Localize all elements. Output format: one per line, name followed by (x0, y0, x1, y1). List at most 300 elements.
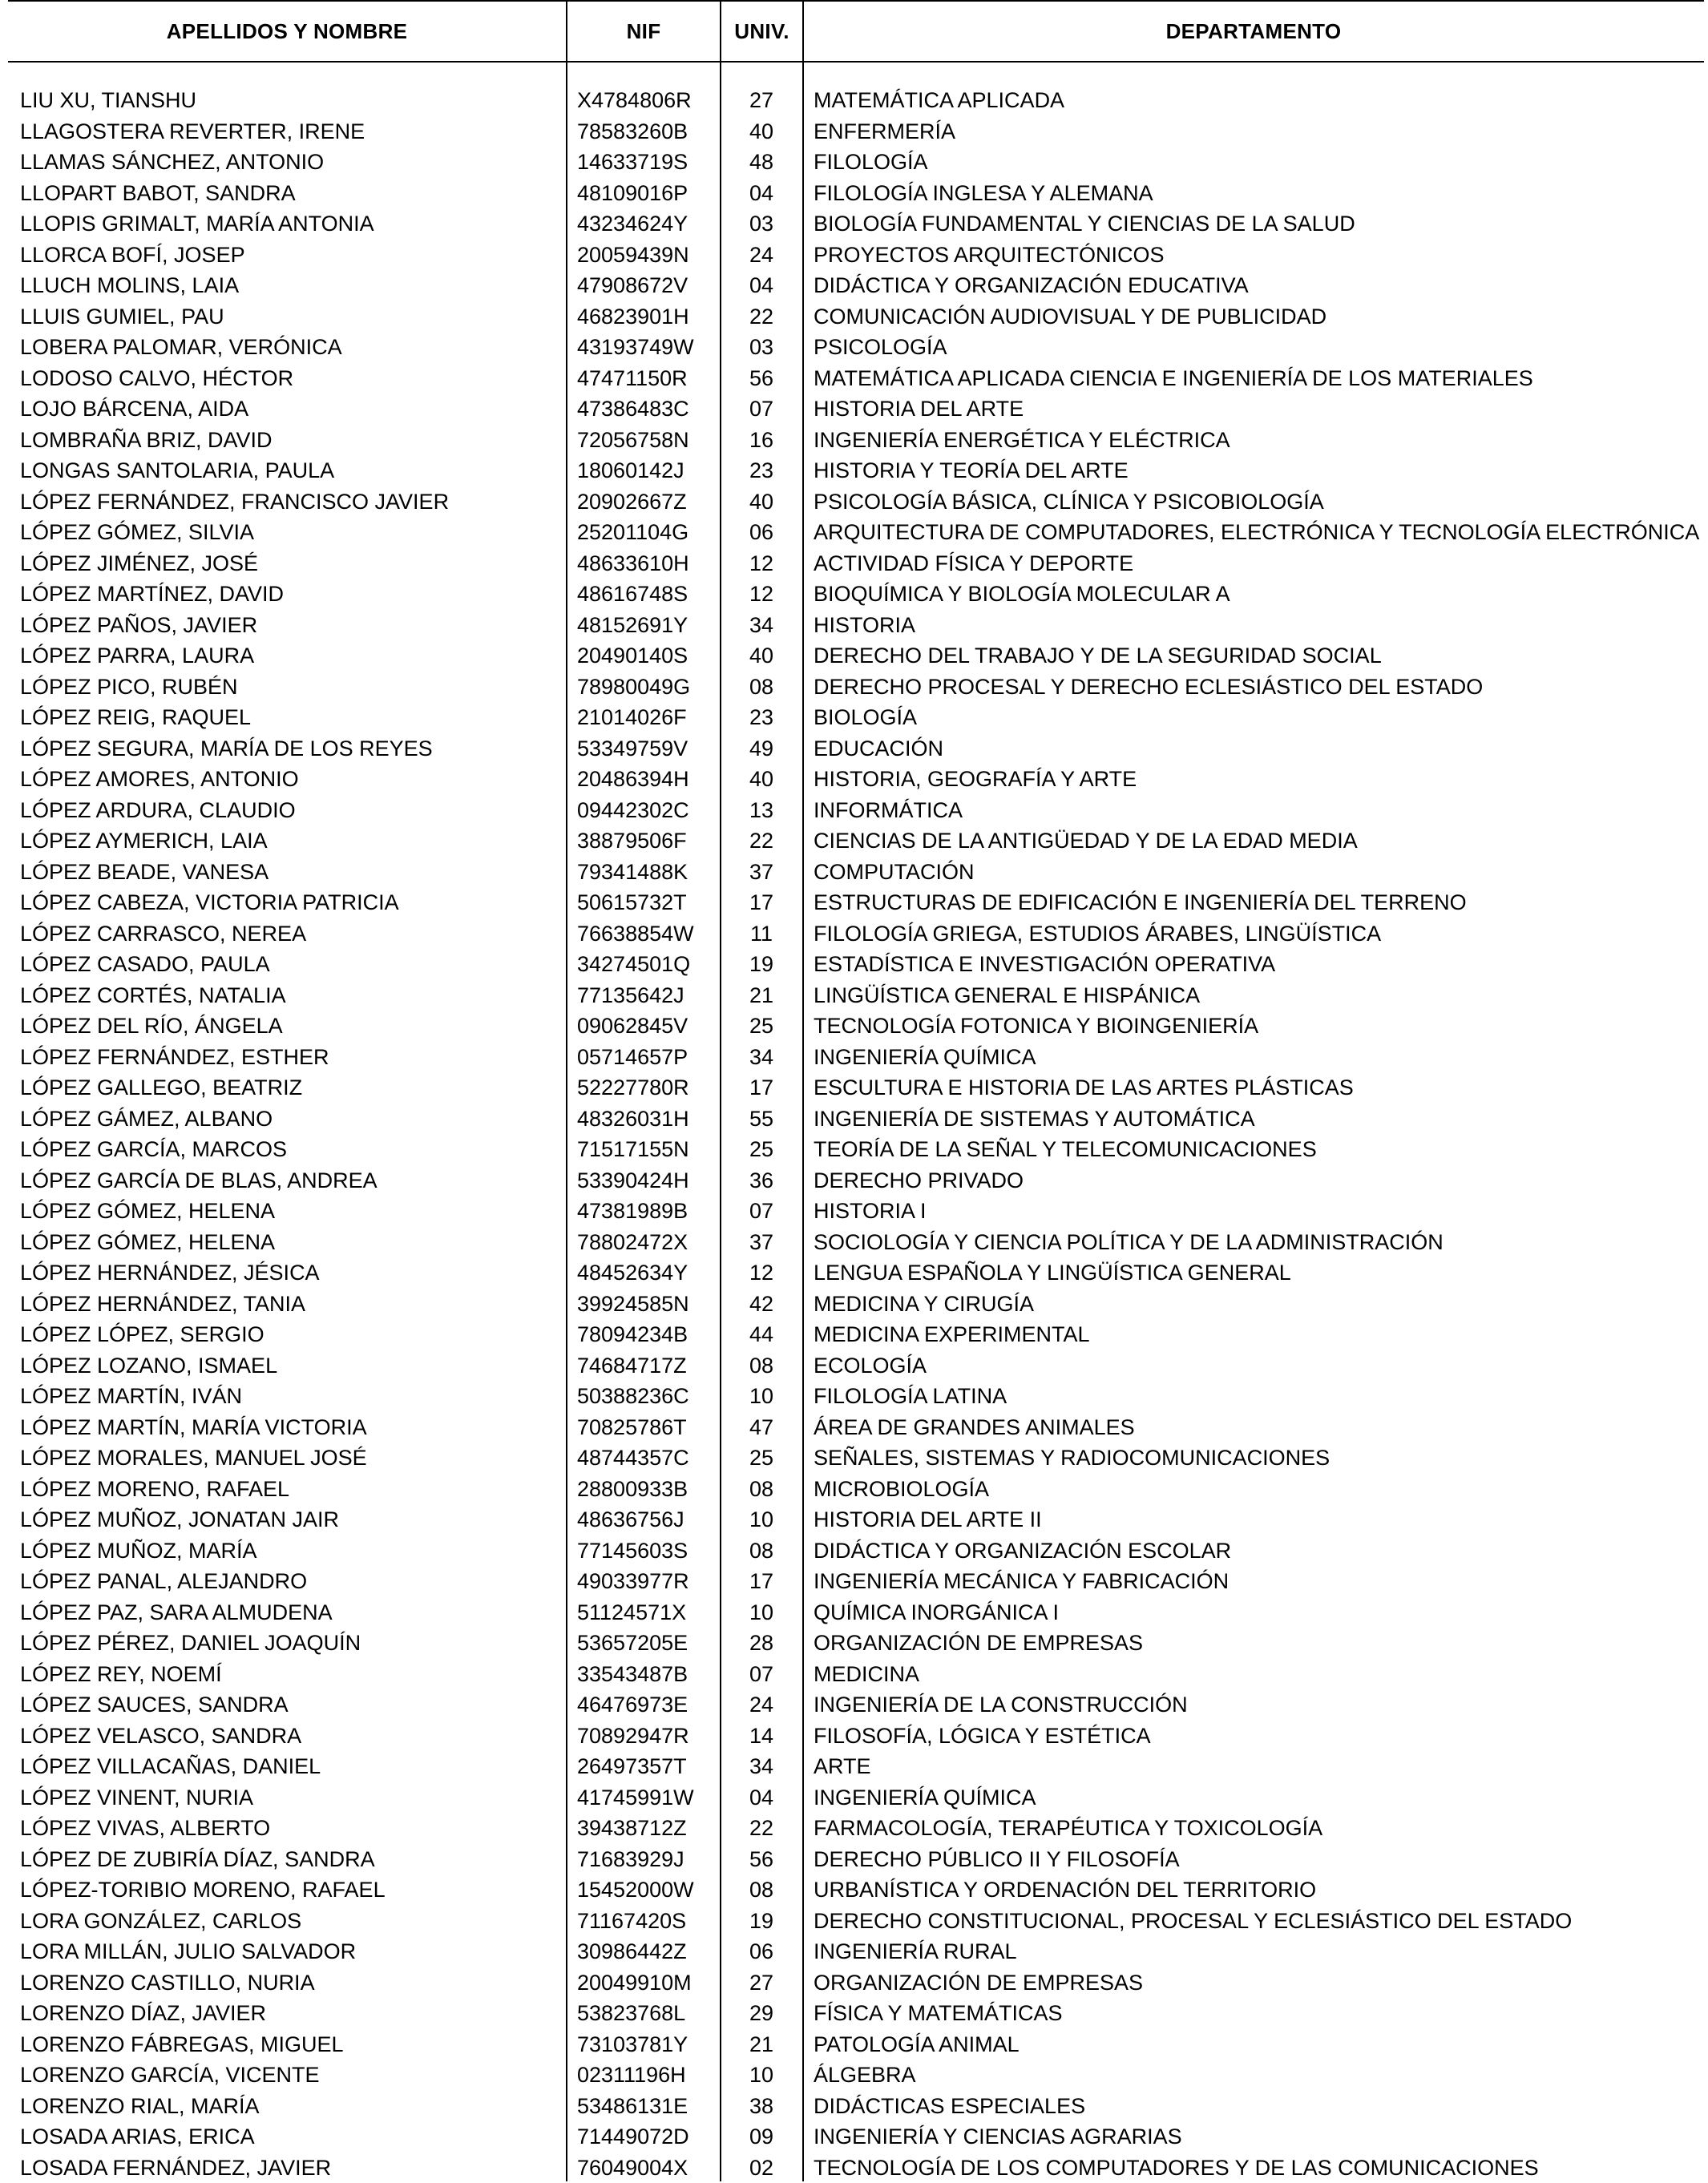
univ-cell: 38 (721, 2091, 802, 2122)
table-row (0, 1289, 1708, 1320)
nif-cell: 34274501Q (577, 949, 713, 980)
department-cell: INGENIERÍA DE SISTEMAS Y AUTOMÁTICA (814, 1104, 1703, 1135)
name-cell: LÓPEZ CORTÉS, NATALIA (20, 980, 565, 1011)
department-cell: INFORMÁTICA (814, 795, 1703, 826)
nif-cell: 71517155N (577, 1134, 713, 1165)
department-cell: LINGÜÍSTICA GENERAL E HISPÁNICA (814, 980, 1703, 1011)
name-cell: LIU XU, TIANSHU (20, 85, 565, 116)
name-cell: LOSADA FERNÁNDEZ, JAVIER (20, 2153, 565, 2183)
univ-cell: 21 (721, 980, 802, 1011)
name-cell: LÓPEZ VELASCO, SANDRA (20, 1721, 565, 1752)
univ-cell: 08 (721, 1535, 802, 1567)
nif-cell: 74684717Z (577, 1350, 713, 1382)
department-cell: ORGANIZACIÓN DE EMPRESAS (814, 1628, 1703, 1659)
nif-cell: 09442302C (577, 795, 713, 826)
table-row (0, 548, 1708, 579)
univ-cell: 10 (721, 1597, 802, 1628)
table-row (0, 425, 1708, 456)
univ-cell: 21 (721, 2029, 802, 2060)
univ-cell: 08 (721, 1350, 802, 1382)
name-cell: LÓPEZ VINENT, NURIA (20, 1782, 565, 1814)
name-cell: LÓPEZ GARCÍA DE BLAS, ANDREA (20, 1165, 565, 1196)
univ-cell: 28 (721, 1628, 802, 1659)
univ-cell: 25 (721, 1134, 802, 1165)
name-cell: LÓPEZ BEADE, VANESA (20, 857, 565, 888)
table-row (0, 733, 1708, 765)
nif-cell: 53390424H (577, 1165, 713, 1196)
table-row (0, 640, 1708, 672)
univ-cell: 08 (721, 672, 802, 703)
univ-cell: 29 (721, 1998, 802, 2029)
nif-cell: 48616748S (577, 579, 713, 610)
department-cell: MATEMÁTICA APLICADA (814, 85, 1703, 116)
univ-cell: 02 (721, 2153, 802, 2183)
table-row (0, 116, 1708, 147)
name-cell: LÓPEZ HERNÁNDEZ, JÉSICA (20, 1257, 565, 1289)
department-cell: DERECHO PRIVADO (814, 1165, 1703, 1196)
nif-cell: 09062845V (577, 1011, 713, 1042)
department-cell: HISTORIA DEL ARTE (814, 393, 1703, 425)
table-row (0, 1319, 1708, 1350)
table-row (0, 455, 1708, 486)
table-row (0, 1257, 1708, 1289)
table-row (0, 1566, 1708, 1597)
name-cell: LLORCA BOFÍ, JOSEP (20, 240, 565, 271)
table-row (0, 85, 1708, 116)
name-cell: LÓPEZ AYMERICH, LAIA (20, 825, 565, 857)
department-cell: EDUCACIÓN (814, 733, 1703, 765)
table-row (0, 1134, 1708, 1165)
nif-cell: 71449072D (577, 2121, 713, 2153)
department-cell: FILOLOGÍA GRIEGA, ESTUDIOS ÁRABES, LINGÜÍSTICA (814, 918, 1703, 950)
table-row (0, 240, 1708, 271)
univ-cell: 10 (721, 2060, 802, 2091)
univ-cell: 14 (721, 1721, 802, 1752)
nif-cell: 18060142J (577, 455, 713, 486)
name-cell: LÓPEZ PÉREZ, DANIEL JOAQUÍN (20, 1628, 565, 1659)
univ-cell: 07 (721, 1196, 802, 1227)
univ-cell: 04 (721, 1782, 802, 1814)
department-cell: DERECHO CONSTITUCIONAL, PROCESAL Y ECLESIÁSTICO DEL ESTADO (814, 1906, 1703, 1937)
name-cell: LÓPEZ LÓPEZ, SERGIO (20, 1319, 565, 1350)
name-cell: LÓPEZ CARRASCO, NEREA (20, 918, 565, 950)
name-cell: LÓPEZ REIG, RAQUEL (20, 702, 565, 733)
name-cell: LÓPEZ JIMÉNEZ, JOSÉ (20, 548, 565, 579)
table-row (0, 610, 1708, 641)
department-cell: BIOLOGÍA (814, 702, 1703, 733)
univ-cell: 16 (721, 425, 802, 456)
department-cell: PATOLOGÍA ANIMAL (814, 2029, 1703, 2060)
department-cell: LENGUA ESPAÑOLA Y LINGÜÍSTICA GENERAL (814, 1257, 1703, 1289)
table-row (0, 1597, 1708, 1628)
univ-cell: 07 (721, 1659, 802, 1690)
univ-cell: 24 (721, 240, 802, 271)
univ-cell: 49 (721, 733, 802, 765)
nif-cell: 50388236C (577, 1381, 713, 1412)
nif-cell: 79341488K (577, 857, 713, 888)
department-cell: HISTORIA Y TEORÍA DEL ARTE (814, 455, 1703, 486)
univ-cell: 12 (721, 1257, 802, 1289)
table-row (0, 363, 1708, 394)
name-cell: LÓPEZ SEGURA, MARÍA DE LOS REYES (20, 733, 565, 765)
table-row (0, 702, 1708, 733)
table-row (0, 1504, 1708, 1535)
name-cell: LLOPIS GRIMALT, MARÍA ANTONIA (20, 208, 565, 240)
table-body (0, 85, 1708, 2183)
table-row (0, 486, 1708, 518)
name-cell: LÓPEZ PARRA, LAURA (20, 640, 565, 672)
table-row (0, 178, 1708, 209)
name-cell: LÓPEZ LOZANO, ISMAEL (20, 1350, 565, 1382)
department-cell: HISTORIA (814, 610, 1703, 641)
nif-cell: 47908672V (577, 270, 713, 301)
nif-cell: 41745991W (577, 1782, 713, 1814)
department-cell: INGENIERÍA RURAL (814, 1936, 1703, 1967)
univ-cell: 08 (721, 1474, 802, 1505)
name-cell: LONGAS SANTOLARIA, PAULA (20, 455, 565, 486)
name-cell: LÓPEZ GARCÍA, MARCOS (20, 1134, 565, 1165)
univ-cell: 06 (721, 1936, 802, 1967)
department-cell: ECOLOGÍA (814, 1350, 1703, 1382)
nif-cell: 14633719S (577, 147, 713, 178)
table-row (0, 1751, 1708, 1782)
department-cell: DIDÁCTICAS ESPECIALES (814, 2091, 1703, 2122)
name-cell: LÓPEZ MORALES, MANUEL JOSÉ (20, 1443, 565, 1474)
table-row (0, 1844, 1708, 1875)
name-cell: LLUCH MOLINS, LAIA (20, 270, 565, 301)
table-row (0, 270, 1708, 301)
name-cell: LÓPEZ FERNÁNDEZ, FRANCISCO JAVIER (20, 486, 565, 518)
table-row (0, 825, 1708, 857)
nif-cell: 48633610H (577, 548, 713, 579)
univ-cell: 12 (721, 579, 802, 610)
name-cell: LÓPEZ CABEZA, VICTORIA PATRICIA (20, 887, 565, 918)
name-cell: LÓPEZ PANAL, ALEJANDRO (20, 1566, 565, 1597)
name-cell: LORENZO RIAL, MARÍA (20, 2091, 565, 2122)
table-row (0, 1721, 1708, 1752)
table-row (0, 1689, 1708, 1721)
univ-cell: 48 (721, 147, 802, 178)
department-cell: ESTRUCTURAS DE EDIFICACIÓN E INGENIERÍA DEL TERRENO (814, 887, 1703, 918)
table-row (0, 887, 1708, 918)
department-cell: HISTORIA I (814, 1196, 1703, 1227)
nif-cell: 71683929J (577, 1844, 713, 1875)
univ-cell: 19 (721, 1906, 802, 1937)
nif-cell: 48744357C (577, 1443, 713, 1474)
nif-cell: 71167420S (577, 1906, 713, 1937)
univ-cell: 04 (721, 270, 802, 301)
nif-cell: 48452634Y (577, 1257, 713, 1289)
name-cell: LÓPEZ AMORES, ANTONIO (20, 764, 565, 795)
department-cell: DERECHO PÚBLICO II Y FILOSOFÍA (814, 1844, 1703, 1875)
department-cell: ENFERMERÍA (814, 116, 1703, 147)
department-cell: FÍSICA Y MATEMÁTICAS (814, 1998, 1703, 2029)
nif-cell: 28800933B (577, 1474, 713, 1505)
name-cell: LÓPEZ ARDURA, CLAUDIO (20, 795, 565, 826)
department-cell: TECNOLOGÍA DE LOS COMPUTADORES Y DE LAS COMUNICACIONES (814, 2153, 1703, 2183)
department-cell: INGENIERÍA DE LA CONSTRUCCIÓN (814, 1689, 1703, 1721)
univ-cell: 25 (721, 1011, 802, 1042)
univ-cell: 34 (721, 1751, 802, 1782)
column-header-dept: DEPARTAMENTO (804, 0, 1703, 63)
table-row (0, 1813, 1708, 1844)
name-cell: LÓPEZ PAZ, SARA ALMUDENA (20, 1597, 565, 1628)
univ-cell: 40 (721, 640, 802, 672)
name-cell: LÓPEZ MARTÍN, MARÍA VICTORIA (20, 1412, 565, 1443)
department-cell: INGENIERÍA QUÍMICA (814, 1042, 1703, 1073)
nif-cell: 78583260B (577, 116, 713, 147)
department-cell: BIOLOGÍA FUNDAMENTAL Y CIENCIAS DE LA SALUD (814, 208, 1703, 240)
table-row (0, 1967, 1708, 1999)
nif-cell: 78980049G (577, 672, 713, 703)
department-cell: MEDICINA Y CIRUGÍA (814, 1289, 1703, 1320)
department-cell: MICROBIOLOGÍA (814, 1474, 1703, 1505)
univ-cell: 23 (721, 455, 802, 486)
univ-cell: 34 (721, 1042, 802, 1073)
nif-cell: 46476973E (577, 1689, 713, 1721)
name-cell: LÓPEZ-TORIBIO MORENO, RAFAEL (20, 1874, 565, 1906)
univ-cell: 22 (721, 301, 802, 333)
name-cell: LÓPEZ DE ZUBIRÍA DÍAZ, SANDRA (20, 1844, 565, 1875)
nif-cell: 76049004X (577, 2153, 713, 2183)
table-row (0, 949, 1708, 980)
department-cell: INGENIERÍA ENERGÉTICA Y ELÉCTRICA (814, 425, 1703, 456)
univ-cell: 03 (721, 332, 802, 363)
nif-cell: X4784806R (577, 85, 713, 116)
department-cell: ARQUITECTURA DE COMPUTADORES, ELECTRÓNICA Y TECNOLOGÍA ELECTRÓNICA (814, 517, 1703, 548)
univ-cell: 17 (721, 887, 802, 918)
univ-cell: 22 (721, 825, 802, 857)
nif-cell: 38879506F (577, 825, 713, 857)
univ-cell: 25 (721, 1443, 802, 1474)
department-cell: COMUNICACIÓN AUDIOVISUAL Y DE PUBLICIDAD (814, 301, 1703, 333)
table-row (0, 672, 1708, 703)
nif-cell: 77145603S (577, 1535, 713, 1567)
department-cell: INGENIERÍA MECÁNICA Y FABRICACIÓN (814, 1566, 1703, 1597)
univ-cell: 22 (721, 1813, 802, 1844)
department-cell: HISTORIA, GEOGRAFÍA Y ARTE (814, 764, 1703, 795)
name-cell: LORENZO GARCÍA, VICENTE (20, 2060, 565, 2091)
nif-cell: 43234624Y (577, 208, 713, 240)
univ-cell: 04 (721, 178, 802, 209)
table-row (0, 2153, 1708, 2183)
nif-cell: 52227780R (577, 1072, 713, 1104)
nif-cell: 72056758N (577, 425, 713, 456)
nif-cell: 30986442Z (577, 1936, 713, 1967)
department-cell: SEÑALES, SISTEMAS Y RADIOCOMUNICACIONES (814, 1443, 1703, 1474)
univ-cell: 27 (721, 1967, 802, 1999)
table-row (0, 2060, 1708, 2091)
department-cell: FILOSOFÍA, LÓGICA Y ESTÉTICA (814, 1721, 1703, 1752)
department-cell: DIDÁCTICA Y ORGANIZACIÓN ESCOLAR (814, 1535, 1703, 1567)
univ-cell: 40 (721, 116, 802, 147)
univ-cell: 17 (721, 1566, 802, 1597)
table-row (0, 764, 1708, 795)
nif-cell: 21014026F (577, 702, 713, 733)
department-cell: MEDICINA EXPERIMENTAL (814, 1319, 1703, 1350)
table-row (0, 1072, 1708, 1104)
name-cell: LORA GONZÁLEZ, CARLOS (20, 1906, 565, 1937)
name-cell: LLAMAS SÁNCHEZ, ANTONIO (20, 147, 565, 178)
table-row (0, 1104, 1708, 1135)
table-row (0, 393, 1708, 425)
table-row (0, 1412, 1708, 1443)
univ-cell: 08 (721, 1874, 802, 1906)
nif-cell: 48636756J (577, 1504, 713, 1535)
nif-cell: 26497357T (577, 1751, 713, 1782)
table-row (0, 795, 1708, 826)
univ-cell: 37 (721, 857, 802, 888)
univ-cell: 06 (721, 517, 802, 548)
department-cell: CIENCIAS DE LA ANTIGÜEDAD Y DE LA EDAD MEDIA (814, 825, 1703, 857)
department-cell: ORGANIZACIÓN DE EMPRESAS (814, 1967, 1703, 1999)
nif-cell: 47381989B (577, 1196, 713, 1227)
univ-cell: 34 (721, 610, 802, 641)
name-cell: LÓPEZ MARTÍN, IVÁN (20, 1381, 565, 1412)
univ-cell: 10 (721, 1504, 802, 1535)
name-cell: LLAGOSTERA REVERTER, IRENE (20, 116, 565, 147)
table-row (0, 1443, 1708, 1474)
univ-cell: 09 (721, 2121, 802, 2153)
department-cell: FILOLOGÍA INGLESA Y ALEMANA (814, 178, 1703, 209)
nif-cell: 47471150R (577, 363, 713, 394)
table-row (0, 1381, 1708, 1412)
univ-cell: 56 (721, 1844, 802, 1875)
univ-cell: 10 (721, 1381, 802, 1412)
name-cell: LÓPEZ SAUCES, SANDRA (20, 1689, 565, 1721)
nif-cell: 43193749W (577, 332, 713, 363)
name-cell: LÓPEZ VIVAS, ALBERTO (20, 1813, 565, 1844)
column-header-name: APELLIDOS Y NOMBRE (8, 0, 566, 63)
department-cell: SOCIOLOGÍA Y CIENCIA POLÍTICA Y DE LA ADMINISTRACIÓN (814, 1227, 1703, 1258)
name-cell: LÓPEZ FERNÁNDEZ, ESTHER (20, 1042, 565, 1073)
name-cell: LORENZO DÍAZ, JAVIER (20, 1998, 565, 2029)
name-cell: LÓPEZ GÓMEZ, SILVIA (20, 517, 565, 548)
name-cell: LÓPEZ MORENO, RAFAEL (20, 1474, 565, 1505)
department-cell: ESCULTURA E HISTORIA DE LAS ARTES PLÁSTICAS (814, 1072, 1703, 1104)
department-cell: PSICOLOGÍA (814, 332, 1703, 363)
name-cell: LÓPEZ MUÑOZ, MARÍA (20, 1535, 565, 1567)
nif-cell: 48109016P (577, 178, 713, 209)
department-cell: URBANÍSTICA Y ORDENACIÓN DEL TERRITORIO (814, 1874, 1703, 1906)
table-row (0, 2029, 1708, 2060)
column-header-nif: NIF (567, 0, 720, 63)
department-cell: TECNOLOGÍA FOTONICA Y BIOINGENIERÍA (814, 1011, 1703, 1042)
table-row (0, 1874, 1708, 1906)
univ-cell: 36 (721, 1165, 802, 1196)
name-cell: LORENZO FÁBREGAS, MIGUEL (20, 2029, 565, 2060)
nif-cell: 25201104G (577, 517, 713, 548)
univ-cell: 42 (721, 1289, 802, 1320)
department-cell: MEDICINA (814, 1659, 1703, 1690)
department-cell: PROYECTOS ARQUITECTÓNICOS (814, 240, 1703, 271)
table-row (0, 1936, 1708, 1967)
department-cell: BIOQUÍMICA Y BIOLOGÍA MOLECULAR A (814, 579, 1703, 610)
table-row (0, 2121, 1708, 2153)
table-row (0, 301, 1708, 333)
table-row (0, 1165, 1708, 1196)
department-cell: ACTIVIDAD FÍSICA Y DEPORTE (814, 548, 1703, 579)
name-cell: LÓPEZ CASADO, PAULA (20, 949, 565, 980)
name-cell: LÓPEZ MARTÍNEZ, DAVID (20, 579, 565, 610)
name-cell: LÓPEZ VILLACAÑAS, DANIEL (20, 1751, 565, 1782)
nif-cell: 76638854W (577, 918, 713, 950)
department-cell: ESTADÍSTICA E INVESTIGACIÓN OPERATIVA (814, 949, 1703, 980)
nif-cell: 53349759V (577, 733, 713, 765)
name-cell: LORENZO CASTILLO, NURIA (20, 1967, 565, 1999)
univ-cell: 24 (721, 1689, 802, 1721)
univ-cell: 03 (721, 208, 802, 240)
name-cell: LOBERA PALOMAR, VERÓNICA (20, 332, 565, 363)
univ-cell: 47 (721, 1412, 802, 1443)
name-cell: LÓPEZ HERNÁNDEZ, TANIA (20, 1289, 565, 1320)
department-cell: TEORÍA DE LA SEÑAL Y TELECOMUNICACIONES (814, 1134, 1703, 1165)
name-cell: LÓPEZ PICO, RUBÉN (20, 672, 565, 703)
nif-cell: 49033977R (577, 1566, 713, 1597)
univ-cell: 37 (721, 1227, 802, 1258)
table-row (0, 980, 1708, 1011)
nif-cell: 15452000W (577, 1874, 713, 1906)
nif-cell: 33543487B (577, 1659, 713, 1690)
department-cell: QUÍMICA INORGÁNICA I (814, 1597, 1703, 1628)
nif-cell: 48326031H (577, 1104, 713, 1135)
table-row (0, 517, 1708, 548)
nif-cell: 50615732T (577, 887, 713, 918)
table-row (0, 1628, 1708, 1659)
nif-cell: 05714657P (577, 1042, 713, 1073)
name-cell: LÓPEZ PAÑOS, JAVIER (20, 610, 565, 641)
table-row (0, 1782, 1708, 1814)
name-cell: LOSADA ARIAS, ERICA (20, 2121, 565, 2153)
name-cell: LOMBRAÑA BRIZ, DAVID (20, 425, 565, 456)
nif-cell: 20059439N (577, 240, 713, 271)
univ-cell: 40 (721, 764, 802, 795)
univ-cell: 19 (721, 949, 802, 980)
univ-cell: 55 (721, 1104, 802, 1135)
nif-cell: 73103781Y (577, 2029, 713, 2060)
table-row (0, 1474, 1708, 1505)
name-cell: LOJO BÁRCENA, AIDA (20, 393, 565, 425)
name-cell: LLUIS GUMIEL, PAU (20, 301, 565, 333)
nif-cell: 53823768L (577, 1998, 713, 2029)
nif-cell: 53486131E (577, 2091, 713, 2122)
univ-cell: 07 (721, 393, 802, 425)
table-row (0, 918, 1708, 950)
nif-cell: 20490140S (577, 640, 713, 672)
nif-cell: 48152691Y (577, 610, 713, 641)
department-cell: DERECHO DEL TRABAJO Y DE LA SEGURIDAD SOCIAL (814, 640, 1703, 672)
table-row (0, 1042, 1708, 1073)
univ-cell: 27 (721, 85, 802, 116)
department-cell: INGENIERÍA QUÍMICA (814, 1782, 1703, 1814)
name-cell: LÓPEZ GÓMEZ, HELENA (20, 1196, 565, 1227)
nif-cell: 46823901H (577, 301, 713, 333)
univ-cell: 11 (721, 918, 802, 950)
nif-cell: 02311196H (577, 2060, 713, 2091)
table-row (0, 857, 1708, 888)
univ-cell: 17 (721, 1072, 802, 1104)
table-row (0, 1227, 1708, 1258)
column-header-univ: UNIV. (721, 0, 802, 63)
nif-cell: 20486394H (577, 764, 713, 795)
nif-cell: 39924585N (577, 1289, 713, 1320)
department-cell: COMPUTACIÓN (814, 857, 1703, 888)
univ-cell: 13 (721, 795, 802, 826)
department-cell: DIDÁCTICA Y ORGANIZACIÓN EDUCATIVA (814, 270, 1703, 301)
department-cell: ARTE (814, 1751, 1703, 1782)
table-row (0, 1535, 1708, 1567)
nif-cell: 70892947R (577, 1721, 713, 1752)
